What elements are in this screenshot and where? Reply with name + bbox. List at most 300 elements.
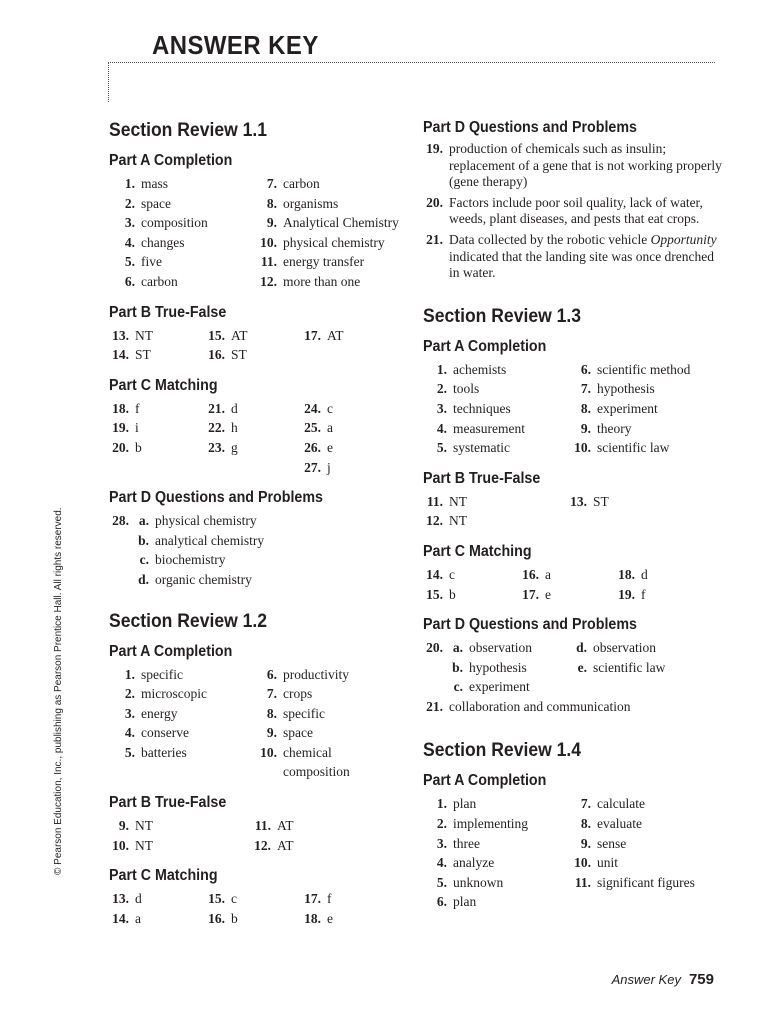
answer-number: 12. bbox=[260, 273, 277, 289]
answer-text: conserve bbox=[141, 725, 189, 741]
section-title: Section Review 1.3 bbox=[423, 304, 582, 327]
section-review-1-4 bbox=[423, 738, 723, 912]
answer-text: i bbox=[135, 420, 139, 436]
answer-text: f bbox=[327, 891, 332, 907]
answer-item bbox=[423, 511, 567, 531]
answer-item bbox=[423, 892, 567, 912]
answer-item bbox=[135, 531, 395, 551]
answer-text: NT bbox=[449, 513, 467, 529]
section-review-1-2 bbox=[109, 609, 409, 929]
answer-grid bbox=[109, 399, 409, 477]
sub-answer-list bbox=[135, 511, 409, 589]
answer-number: 3. bbox=[436, 835, 447, 851]
answer-item bbox=[205, 889, 301, 909]
answer-number: b. bbox=[452, 659, 463, 675]
answer-number: 9. bbox=[266, 215, 277, 231]
answer-number: c. bbox=[139, 552, 149, 568]
answer-text: observation bbox=[593, 640, 656, 656]
answer-item bbox=[301, 326, 397, 346]
answer-text: three bbox=[453, 835, 480, 851]
answer-text: hypothesis bbox=[597, 381, 655, 397]
answer-item bbox=[251, 272, 411, 292]
answer-text: space bbox=[283, 725, 313, 741]
answer-text: h bbox=[231, 420, 238, 436]
part-title: Part C Matching bbox=[109, 376, 218, 394]
answer-item bbox=[109, 665, 251, 685]
answer-item bbox=[567, 873, 717, 893]
answer-item bbox=[423, 565, 519, 585]
part-c-matching bbox=[109, 866, 409, 928]
answer-grid bbox=[109, 889, 409, 928]
answer-text: significant figures bbox=[597, 874, 695, 890]
answer-item bbox=[567, 853, 717, 873]
page-title: ANSWER KEY bbox=[152, 30, 319, 60]
answer-number: 8. bbox=[266, 195, 277, 211]
answer-number: 10. bbox=[260, 234, 277, 250]
answer-text: carbon bbox=[141, 273, 178, 289]
answer-item bbox=[251, 836, 393, 856]
copyright-notice: © Pearson Education, Inc., publishing as Pearson Prentice Hall. All rights reserved. bbox=[53, 507, 64, 875]
part-title: Part A Completion bbox=[423, 772, 547, 790]
answer-text: NT bbox=[135, 837, 153, 853]
answer-item bbox=[109, 326, 205, 346]
answer-grid bbox=[423, 565, 723, 604]
answer-number: 4. bbox=[436, 420, 447, 436]
answer-item bbox=[423, 492, 567, 512]
answer-item bbox=[301, 399, 397, 419]
answer-text: ST bbox=[593, 493, 609, 509]
answer-number: 7. bbox=[580, 796, 591, 812]
answer-item bbox=[251, 233, 411, 253]
answer-number: 6. bbox=[124, 273, 135, 289]
answer-text: measurement bbox=[453, 420, 525, 436]
answer-text: mass bbox=[141, 176, 168, 191]
part-title: Part C Matching bbox=[423, 542, 532, 560]
answer-number: 13. bbox=[112, 891, 129, 907]
answer-number: 5. bbox=[436, 874, 447, 890]
answer-number: 8. bbox=[266, 705, 277, 721]
part-c-matching bbox=[109, 376, 409, 477]
answer-text: calculate bbox=[597, 796, 645, 812]
answer-text: d bbox=[135, 891, 142, 907]
answer-number: 18. bbox=[618, 566, 635, 582]
section-title: Section Review 1.2 bbox=[109, 609, 268, 632]
answer-text: space bbox=[141, 195, 171, 211]
answer-item bbox=[109, 399, 205, 419]
answer-grid bbox=[109, 665, 409, 783]
answer-item bbox=[423, 419, 567, 439]
answer-item bbox=[615, 565, 711, 585]
answer-number: 15. bbox=[426, 586, 443, 602]
answer-number: 2. bbox=[436, 381, 447, 397]
answer-number: 27. bbox=[304, 459, 321, 475]
answer-number: 10. bbox=[574, 440, 591, 456]
page-number: 759 bbox=[688, 971, 714, 988]
answer-number: 5. bbox=[124, 254, 135, 270]
answer-text: chemical composition bbox=[283, 744, 350, 780]
answer-number: 22. bbox=[208, 420, 225, 436]
answer-number: 16. bbox=[208, 910, 225, 926]
answer-text: specific bbox=[283, 705, 325, 721]
section-review-1-3 bbox=[423, 304, 723, 717]
answer-grid bbox=[423, 794, 723, 912]
question-list bbox=[423, 141, 723, 228]
answer-item bbox=[301, 909, 397, 929]
answer-item bbox=[567, 511, 707, 531]
answer-text: hypothesis bbox=[469, 659, 527, 675]
answer-text: sense bbox=[597, 835, 627, 851]
answer-text: AT bbox=[277, 818, 294, 834]
answer-text: physical chemistry bbox=[155, 513, 257, 529]
answer-item bbox=[423, 379, 567, 399]
answer-text: microscopic bbox=[141, 686, 207, 702]
answer-number: 13. bbox=[112, 327, 129, 343]
part-title: Part C Matching bbox=[109, 867, 218, 885]
answer-item bbox=[109, 438, 205, 458]
answer-item bbox=[109, 174, 251, 194]
answer-item bbox=[205, 458, 301, 478]
answer-number: 14. bbox=[426, 566, 443, 582]
answer-text: changes bbox=[141, 234, 185, 250]
answer-text: specific bbox=[141, 666, 183, 682]
answer-number: 19. bbox=[426, 141, 443, 156]
answer-text: AT bbox=[327, 327, 344, 343]
answer-number: 7. bbox=[266, 176, 277, 191]
answer-number: 15. bbox=[208, 891, 225, 907]
answer-item bbox=[205, 399, 301, 419]
answer-number: 12. bbox=[426, 513, 443, 529]
answer-item bbox=[567, 794, 717, 814]
answer-number: 3. bbox=[124, 705, 135, 721]
answer-item bbox=[567, 360, 707, 380]
answer-item bbox=[109, 458, 205, 478]
right-column bbox=[423, 118, 723, 931]
answer-number: 20. bbox=[112, 439, 129, 455]
answer-item bbox=[423, 873, 567, 893]
answer-text: c bbox=[327, 400, 333, 416]
answer-number: 17. bbox=[522, 586, 539, 602]
section-title: Section Review 1.1 bbox=[109, 119, 268, 141]
answer-item bbox=[301, 345, 397, 365]
answer-number: 11. bbox=[574, 874, 591, 890]
answer-text: e bbox=[327, 439, 333, 455]
answer-item bbox=[449, 677, 573, 697]
answer-grid bbox=[109, 816, 409, 855]
answer-number: 10. bbox=[112, 837, 129, 853]
answer-item bbox=[519, 565, 615, 585]
part-d-questions bbox=[423, 615, 723, 716]
answer-number: 24. bbox=[304, 400, 321, 416]
section-title: Section Review 1.4 bbox=[423, 739, 582, 762]
answer-number: a. bbox=[138, 513, 149, 529]
answer-number: d. bbox=[138, 571, 149, 587]
answer-item bbox=[423, 195, 723, 228]
answer-text: d bbox=[231, 400, 238, 416]
answer-item bbox=[135, 570, 395, 590]
part-a-completion bbox=[109, 151, 409, 292]
answer-item bbox=[251, 213, 411, 233]
answer-text: indicated that the landing site was once drenched in water. bbox=[449, 248, 715, 281]
answer-number: 21. bbox=[208, 400, 225, 416]
answer-number: a. bbox=[452, 640, 463, 656]
answer-text: a bbox=[545, 566, 551, 582]
answer-text: e bbox=[545, 586, 551, 602]
answer-number: 19. bbox=[618, 586, 635, 602]
answer-number: 5. bbox=[124, 744, 135, 760]
answer-text: a bbox=[135, 910, 141, 926]
answer-emphasis: Opportunity bbox=[650, 231, 717, 247]
answer-number: 2. bbox=[436, 816, 447, 832]
answer-text: NT bbox=[449, 493, 467, 509]
answer-item bbox=[251, 723, 369, 743]
answer-number: 4. bbox=[124, 234, 135, 250]
answer-item bbox=[109, 345, 205, 365]
answer-number: 9. bbox=[580, 420, 591, 436]
answer-text: energy transfer bbox=[283, 254, 365, 270]
answer-text: experiment bbox=[469, 679, 530, 695]
part-title: Part D Questions and Problems bbox=[423, 119, 637, 136]
answer-item bbox=[567, 814, 717, 834]
answer-grid bbox=[109, 174, 409, 292]
answer-text: experiment bbox=[597, 400, 658, 416]
answer-item bbox=[251, 743, 369, 782]
part-a-completion bbox=[423, 771, 723, 912]
answer-text: f bbox=[135, 400, 140, 416]
answer-number: 11. bbox=[260, 254, 277, 270]
answer-text: organic chemistry bbox=[155, 571, 252, 587]
answer-text: implementing bbox=[453, 816, 528, 832]
answer-item bbox=[251, 704, 369, 724]
answer-item bbox=[251, 252, 411, 272]
answer-number: 17. bbox=[304, 891, 321, 907]
answer-item bbox=[109, 723, 251, 743]
question-number: 21. bbox=[426, 231, 443, 247]
answer-number: 8. bbox=[580, 816, 591, 832]
answer-text: Data collected by the robotic vehicle bbox=[449, 231, 651, 247]
answer-number: 3. bbox=[436, 400, 447, 416]
answer-text: observation bbox=[469, 640, 532, 656]
answer-text: unknown bbox=[453, 874, 504, 890]
answer-number: 11. bbox=[254, 818, 271, 834]
answer-number: d. bbox=[576, 640, 587, 656]
answer-number: 4. bbox=[124, 725, 135, 741]
answer-number: 15. bbox=[208, 327, 225, 343]
answer-item bbox=[567, 419, 707, 439]
part-b-true-false bbox=[109, 303, 409, 365]
answer-text: crops bbox=[283, 686, 313, 702]
answer-text: productivity bbox=[283, 666, 349, 682]
answer-text: a bbox=[327, 420, 333, 436]
answer-text: unit bbox=[597, 855, 619, 871]
question-21 bbox=[423, 232, 723, 282]
answer-text: composition bbox=[141, 215, 208, 231]
answer-number: 18. bbox=[112, 400, 129, 416]
answer-number: 23. bbox=[208, 439, 225, 455]
answer-text: batteries bbox=[141, 744, 187, 760]
answer-item bbox=[615, 585, 711, 605]
answer-item bbox=[423, 141, 723, 191]
answer-text: b bbox=[231, 910, 238, 926]
answer-text: NT bbox=[135, 327, 153, 343]
answer-item bbox=[567, 438, 707, 458]
answer-item bbox=[423, 794, 567, 814]
footer-label: Answer Key bbox=[611, 972, 681, 987]
answer-text: plan bbox=[453, 796, 477, 812]
answer-number: 10. bbox=[574, 855, 591, 871]
answer-item bbox=[573, 638, 713, 658]
answer-text: d bbox=[641, 566, 648, 582]
answer-item bbox=[251, 174, 411, 194]
answer-text: Factors include poor soil quality, lack of water, weeds, plant diseases, and pests that eat crops. bbox=[449, 194, 703, 227]
answer-text: carbon bbox=[283, 176, 320, 191]
answer-number: 1. bbox=[436, 361, 447, 377]
header-dotted-vertical-rule bbox=[108, 62, 109, 102]
answer-number: 2. bbox=[124, 686, 135, 702]
answer-grid bbox=[423, 492, 723, 531]
answer-number: 10. bbox=[260, 744, 277, 760]
answer-text: organisms bbox=[283, 195, 339, 211]
part-title: Part A Completion bbox=[109, 152, 233, 169]
header-dotted-rule bbox=[108, 62, 715, 63]
answer-number: 8. bbox=[580, 400, 591, 416]
answer-item bbox=[109, 743, 251, 782]
section-review-1-1-part-d bbox=[423, 118, 723, 282]
answer-number: 4. bbox=[436, 855, 447, 871]
answer-number: 1. bbox=[124, 176, 135, 191]
question-number: 21. bbox=[426, 698, 443, 714]
answer-item bbox=[109, 252, 251, 272]
answer-grid bbox=[109, 326, 409, 365]
question-number: 20. bbox=[426, 640, 443, 656]
left-column bbox=[109, 118, 409, 947]
answer-number: 5. bbox=[436, 440, 447, 456]
answer-text: biochemistry bbox=[155, 552, 226, 568]
part-title: Part D Questions and Problems bbox=[423, 616, 637, 634]
answer-item bbox=[567, 492, 707, 512]
answer-text: five bbox=[141, 254, 162, 270]
answer-item bbox=[251, 684, 369, 704]
answer-number: e. bbox=[577, 659, 587, 675]
answer-number: 9. bbox=[118, 818, 129, 834]
answer-text: g bbox=[231, 439, 238, 455]
answer-text: analytical chemistry bbox=[155, 532, 265, 548]
answer-item bbox=[109, 272, 251, 292]
answer-text: scientific law bbox=[593, 659, 666, 675]
answer-item bbox=[135, 550, 395, 570]
answer-number: c. bbox=[453, 679, 463, 695]
part-b-true-false bbox=[423, 469, 723, 531]
answer-text: AT bbox=[277, 837, 294, 853]
answer-item bbox=[567, 379, 707, 399]
answer-text: production of chemicals such as insulin; replacement of a gene that is not working properly (gene therapy) bbox=[449, 141, 722, 190]
answer-text: c bbox=[231, 891, 237, 907]
answer-item bbox=[109, 704, 251, 724]
answer-item bbox=[573, 658, 713, 678]
answer-text: f bbox=[641, 586, 646, 602]
answer-item bbox=[205, 909, 301, 929]
answer-text: AT bbox=[231, 327, 248, 343]
answer-number: 1. bbox=[124, 666, 135, 682]
answer-number: 12. bbox=[254, 837, 271, 853]
answer-number: 6. bbox=[266, 666, 277, 682]
answer-number: 11. bbox=[426, 493, 443, 509]
answer-text: scientific law bbox=[597, 440, 670, 456]
answer-text: systematic bbox=[453, 440, 510, 456]
answer-item bbox=[109, 889, 205, 909]
answer-text: Analytical Chemistry bbox=[283, 215, 399, 231]
answer-text: scientific method bbox=[597, 361, 691, 377]
answer-item bbox=[423, 814, 567, 834]
answer-item bbox=[205, 418, 301, 438]
answer-text: e bbox=[327, 910, 333, 926]
answer-item bbox=[519, 585, 615, 605]
answer-text: ST bbox=[135, 347, 151, 363]
answer-text: more than one bbox=[283, 273, 361, 289]
answer-number: 7. bbox=[580, 381, 591, 397]
answer-number: 2. bbox=[124, 195, 135, 211]
answer-item bbox=[423, 853, 567, 873]
answer-text: b bbox=[449, 586, 456, 602]
answer-text: techniques bbox=[453, 400, 511, 416]
answer-text: c bbox=[449, 566, 455, 582]
answer-text: b bbox=[135, 439, 142, 455]
answer-item bbox=[109, 233, 251, 253]
part-b-true-false bbox=[109, 793, 409, 855]
answer-number: 9. bbox=[266, 725, 277, 741]
answer-item bbox=[567, 399, 707, 419]
answer-item bbox=[423, 834, 567, 854]
answer-item bbox=[135, 511, 395, 531]
question-answer: collaboration and communication bbox=[449, 698, 631, 714]
answer-text: physical chemistry bbox=[283, 234, 385, 250]
part-title: Part A Completion bbox=[109, 642, 233, 660]
answer-number: 14. bbox=[112, 347, 129, 363]
question-item bbox=[423, 697, 723, 717]
answer-number: 13. bbox=[570, 493, 587, 509]
answer-item bbox=[567, 834, 717, 854]
answer-number: 9. bbox=[580, 835, 591, 851]
answer-item bbox=[251, 816, 393, 836]
answer-item bbox=[449, 638, 573, 658]
answer-text: NT bbox=[135, 818, 153, 834]
answer-number: 18. bbox=[304, 910, 321, 926]
part-d-questions bbox=[109, 488, 409, 589]
answer-number: 14. bbox=[112, 910, 129, 926]
part-a-completion bbox=[423, 337, 723, 458]
answer-item bbox=[109, 909, 205, 929]
answer-item bbox=[205, 345, 301, 365]
answer-text: j bbox=[327, 459, 331, 475]
answer-item bbox=[109, 816, 251, 836]
answer-number: 17. bbox=[304, 327, 321, 343]
answer-item bbox=[301, 438, 397, 458]
answer-number: 6. bbox=[580, 361, 591, 377]
answer-item bbox=[251, 194, 411, 214]
answer-number: 25. bbox=[304, 420, 321, 436]
answer-number: 16. bbox=[208, 347, 225, 363]
answer-item bbox=[567, 892, 717, 912]
answer-number: b. bbox=[138, 532, 149, 548]
question-number: 28. bbox=[112, 513, 129, 529]
answer-number: 3. bbox=[124, 215, 135, 231]
answer-item bbox=[423, 585, 519, 605]
answer-item bbox=[423, 399, 567, 419]
answer-number: 1. bbox=[436, 796, 447, 812]
part-c-matching bbox=[423, 542, 723, 604]
part-title: Part B True-False bbox=[423, 469, 541, 487]
question-item bbox=[423, 232, 723, 282]
part-title: Part A Completion bbox=[423, 337, 547, 355]
